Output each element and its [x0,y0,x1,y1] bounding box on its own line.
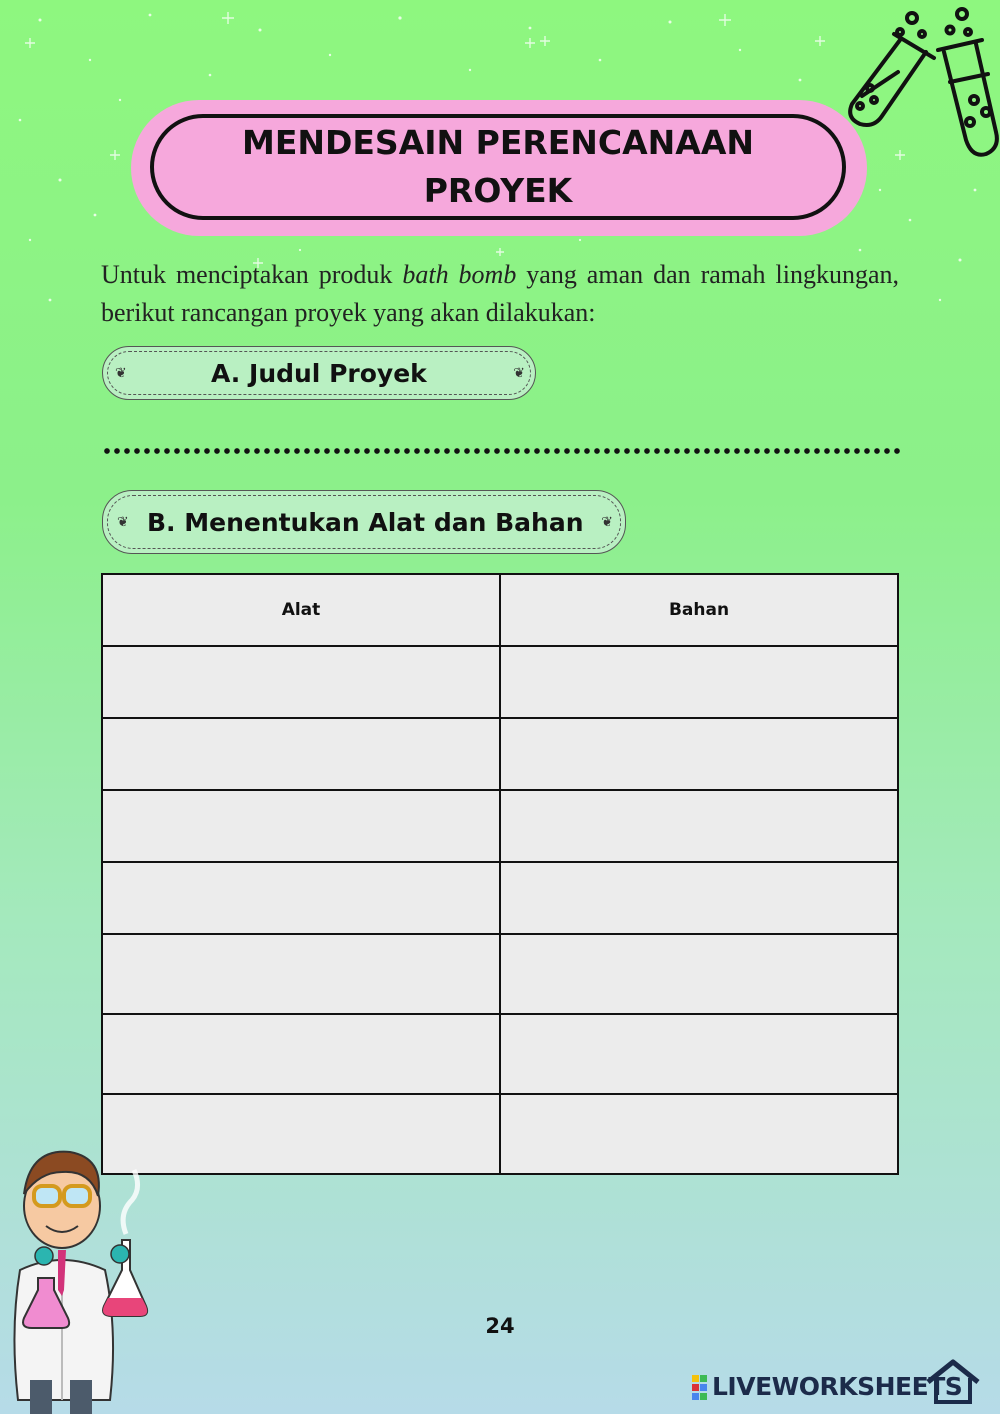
brand-text: LIVEWORKSHEETS [712,1372,963,1401]
table-header-row [102,574,898,646]
bahan-cell[interactable] [500,862,898,934]
alat-cell[interactable] [102,646,500,718]
liveworksheets-logo[interactable] [692,1358,992,1408]
table-row [102,646,898,718]
alat-cell[interactable] [102,934,500,1014]
project-title-answer-line[interactable] [102,446,900,456]
bahan-cell[interactable] [500,646,898,718]
bahan-cell[interactable] [500,1014,898,1094]
table-row [102,790,898,862]
table-row [102,862,898,934]
test-tubes-icon [840,0,1000,170]
intro-italic: bath bomb [402,260,517,289]
section-a-label-box [102,346,536,400]
leaf-icon: ❦ [115,364,127,381]
title-banner [150,114,846,220]
section-b-title: B. Menentukan Alat dan Bahan [147,507,584,537]
brand-mark-icon [692,1375,708,1401]
header-alat: Alat [102,574,500,646]
table-row [102,1094,898,1174]
intro-text-1: Untuk menciptakan produk [101,260,403,289]
table-row [102,934,898,1014]
bahan-cell[interactable] [500,934,898,1014]
table-row [102,1014,898,1094]
bahan-cell[interactable] [500,790,898,862]
leaf-icon: ❦ [117,513,129,530]
tools-materials-table [101,573,899,1175]
scientist-illustration [0,1130,165,1414]
house-icon [924,1358,982,1406]
leaf-icon: ❦ [513,364,525,381]
intro-text-2: yang aman dan ramah lingkungan, berikut rancangan proyek yang akan dilakukan: [101,260,899,327]
section-b-label-box [102,490,626,554]
alat-cell[interactable] [102,718,500,790]
bahan-cell[interactable] [500,718,898,790]
page-number: 24 [485,1314,515,1338]
bahan-cell[interactable] [500,1094,898,1174]
alat-cell[interactable] [102,1014,500,1094]
alat-cell[interactable] [102,790,500,862]
section-a-title: A. Judul Proyek [211,358,427,388]
header-bahan: Bahan [500,574,898,646]
alat-cell[interactable] [102,862,500,934]
page-title: MENDESAIN PERENCANAAN PROYEK [242,123,754,210]
leaf-icon: ❦ [601,513,613,530]
table-row [102,718,898,790]
intro-paragraph [101,256,899,332]
